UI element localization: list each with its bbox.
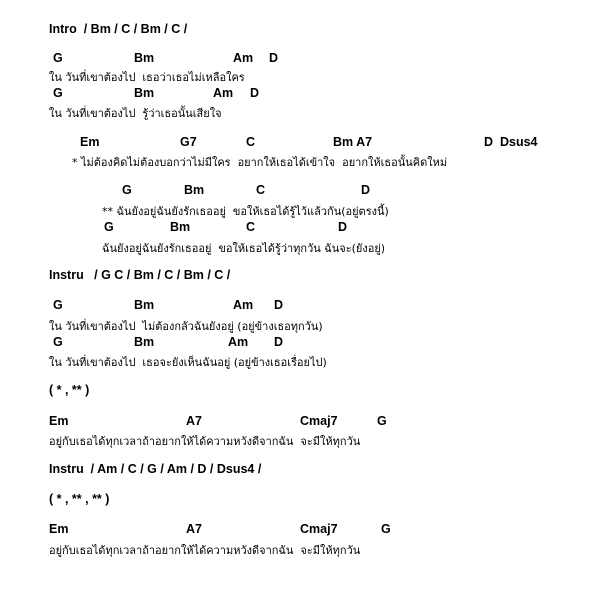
chord-line bbox=[0, 414, 600, 430]
lyric-line: * ไม่ต้องคิดไม่ต้องบอกว่าไม่มีใคร อยากให้เธอได้เข้าใจ อยากให้เธอนั้นคิดใหม่ bbox=[72, 156, 448, 169]
chord: D bbox=[250, 86, 260, 100]
lyric-line: ใน วันที่เขาต้องไป รู้ว่าเธอนั้นเสียใจ bbox=[49, 107, 222, 120]
chord: D bbox=[338, 220, 348, 234]
intro-line: Intro / Bm / C / Bm / C / bbox=[49, 22, 188, 36]
chord: Bm bbox=[134, 86, 155, 100]
chord: Em bbox=[80, 135, 100, 149]
chord-line bbox=[0, 220, 600, 236]
instru-line: Instru / G C / Bm / C / Bm / C / bbox=[49, 268, 231, 282]
chord-line bbox=[0, 86, 600, 102]
instru-line: Instru / Am / C / G / Am / D / Dsus4 / bbox=[49, 462, 262, 476]
chord: D Dsus4 bbox=[484, 135, 538, 149]
chord: G bbox=[104, 220, 114, 234]
chord: G bbox=[381, 522, 391, 536]
chord: A7 bbox=[186, 522, 202, 536]
lyric-line: ใน วันที่เขาต้องไป เธอว่าเธอไม่เหลือใคร bbox=[49, 71, 245, 84]
chord-line bbox=[0, 135, 600, 151]
chord-line bbox=[0, 298, 600, 314]
chord: G bbox=[53, 51, 63, 65]
lyric-line: ใน วันที่เขาต้องไป เธอจะยังเห็นฉันอยู่ (อยู่ข้างเธอเรื่อยไป) bbox=[49, 356, 327, 369]
lyric-line: ** ฉันยังอยู่ฉันยังรักเธออยู่ ขอให้เธอได้รู้ไว้แล้วกัน(อยู่ตรงนี้) bbox=[102, 205, 389, 218]
chord: Bm bbox=[134, 298, 155, 312]
chord: Am bbox=[233, 51, 254, 65]
chord: C bbox=[256, 183, 266, 197]
chord: Am bbox=[213, 86, 234, 100]
repeat-marker: ( * , ** ) bbox=[49, 383, 90, 397]
repeat-marker: ( * , ** , ** ) bbox=[49, 492, 110, 506]
chord-line bbox=[0, 51, 600, 67]
chord: C bbox=[246, 220, 256, 234]
chord: G bbox=[53, 298, 63, 312]
chord: D bbox=[274, 335, 284, 349]
chord-line bbox=[0, 183, 600, 199]
chord: Am bbox=[228, 335, 249, 349]
lyric-line: ใน วันที่เขาต้องไป ไม่ต้องกลัวฉันยังอยู่ (อยู่ข้างเธอทุกวัน) bbox=[49, 320, 323, 333]
chord: Bm bbox=[170, 220, 191, 234]
chord-line bbox=[0, 335, 600, 351]
chord: G bbox=[53, 335, 63, 349]
chord: G bbox=[377, 414, 387, 428]
chord: D bbox=[361, 183, 371, 197]
chord: Cmaj7 bbox=[300, 522, 338, 536]
chord: Em bbox=[49, 414, 69, 428]
chord: D bbox=[269, 51, 279, 65]
chord-line bbox=[0, 522, 600, 538]
chord: Bm bbox=[134, 51, 155, 65]
lyric-line: ฉันยังอยู่ฉันยังรักเธออยู่ ขอให้เธอได้รู้ว่าทุกวัน ฉันจะ(ยังอยู่) bbox=[102, 242, 386, 255]
chord: Am bbox=[233, 298, 254, 312]
chord: G bbox=[122, 183, 132, 197]
chord: Em bbox=[49, 522, 69, 536]
chord: Bm bbox=[134, 335, 155, 349]
chord: Cmaj7 bbox=[300, 414, 338, 428]
chord: G bbox=[53, 86, 63, 100]
lyric-line: อยู่กับเธอได้ทุกเวลาถ้าอยากให้ได้ความหวังดีจากฉัน จะมีให้ทุกวัน bbox=[49, 435, 361, 448]
chord: D bbox=[274, 298, 284, 312]
chord: C bbox=[246, 135, 256, 149]
chord: A7 bbox=[186, 414, 202, 428]
chord: Bm bbox=[184, 183, 205, 197]
lyric-line: อยู่กับเธอได้ทุกเวลาถ้าอยากให้ได้ความหวังดีจากฉัน จะมีให้ทุกวัน bbox=[49, 544, 361, 557]
chord: G7 bbox=[180, 135, 197, 149]
chord: Bm A7 bbox=[333, 135, 373, 149]
